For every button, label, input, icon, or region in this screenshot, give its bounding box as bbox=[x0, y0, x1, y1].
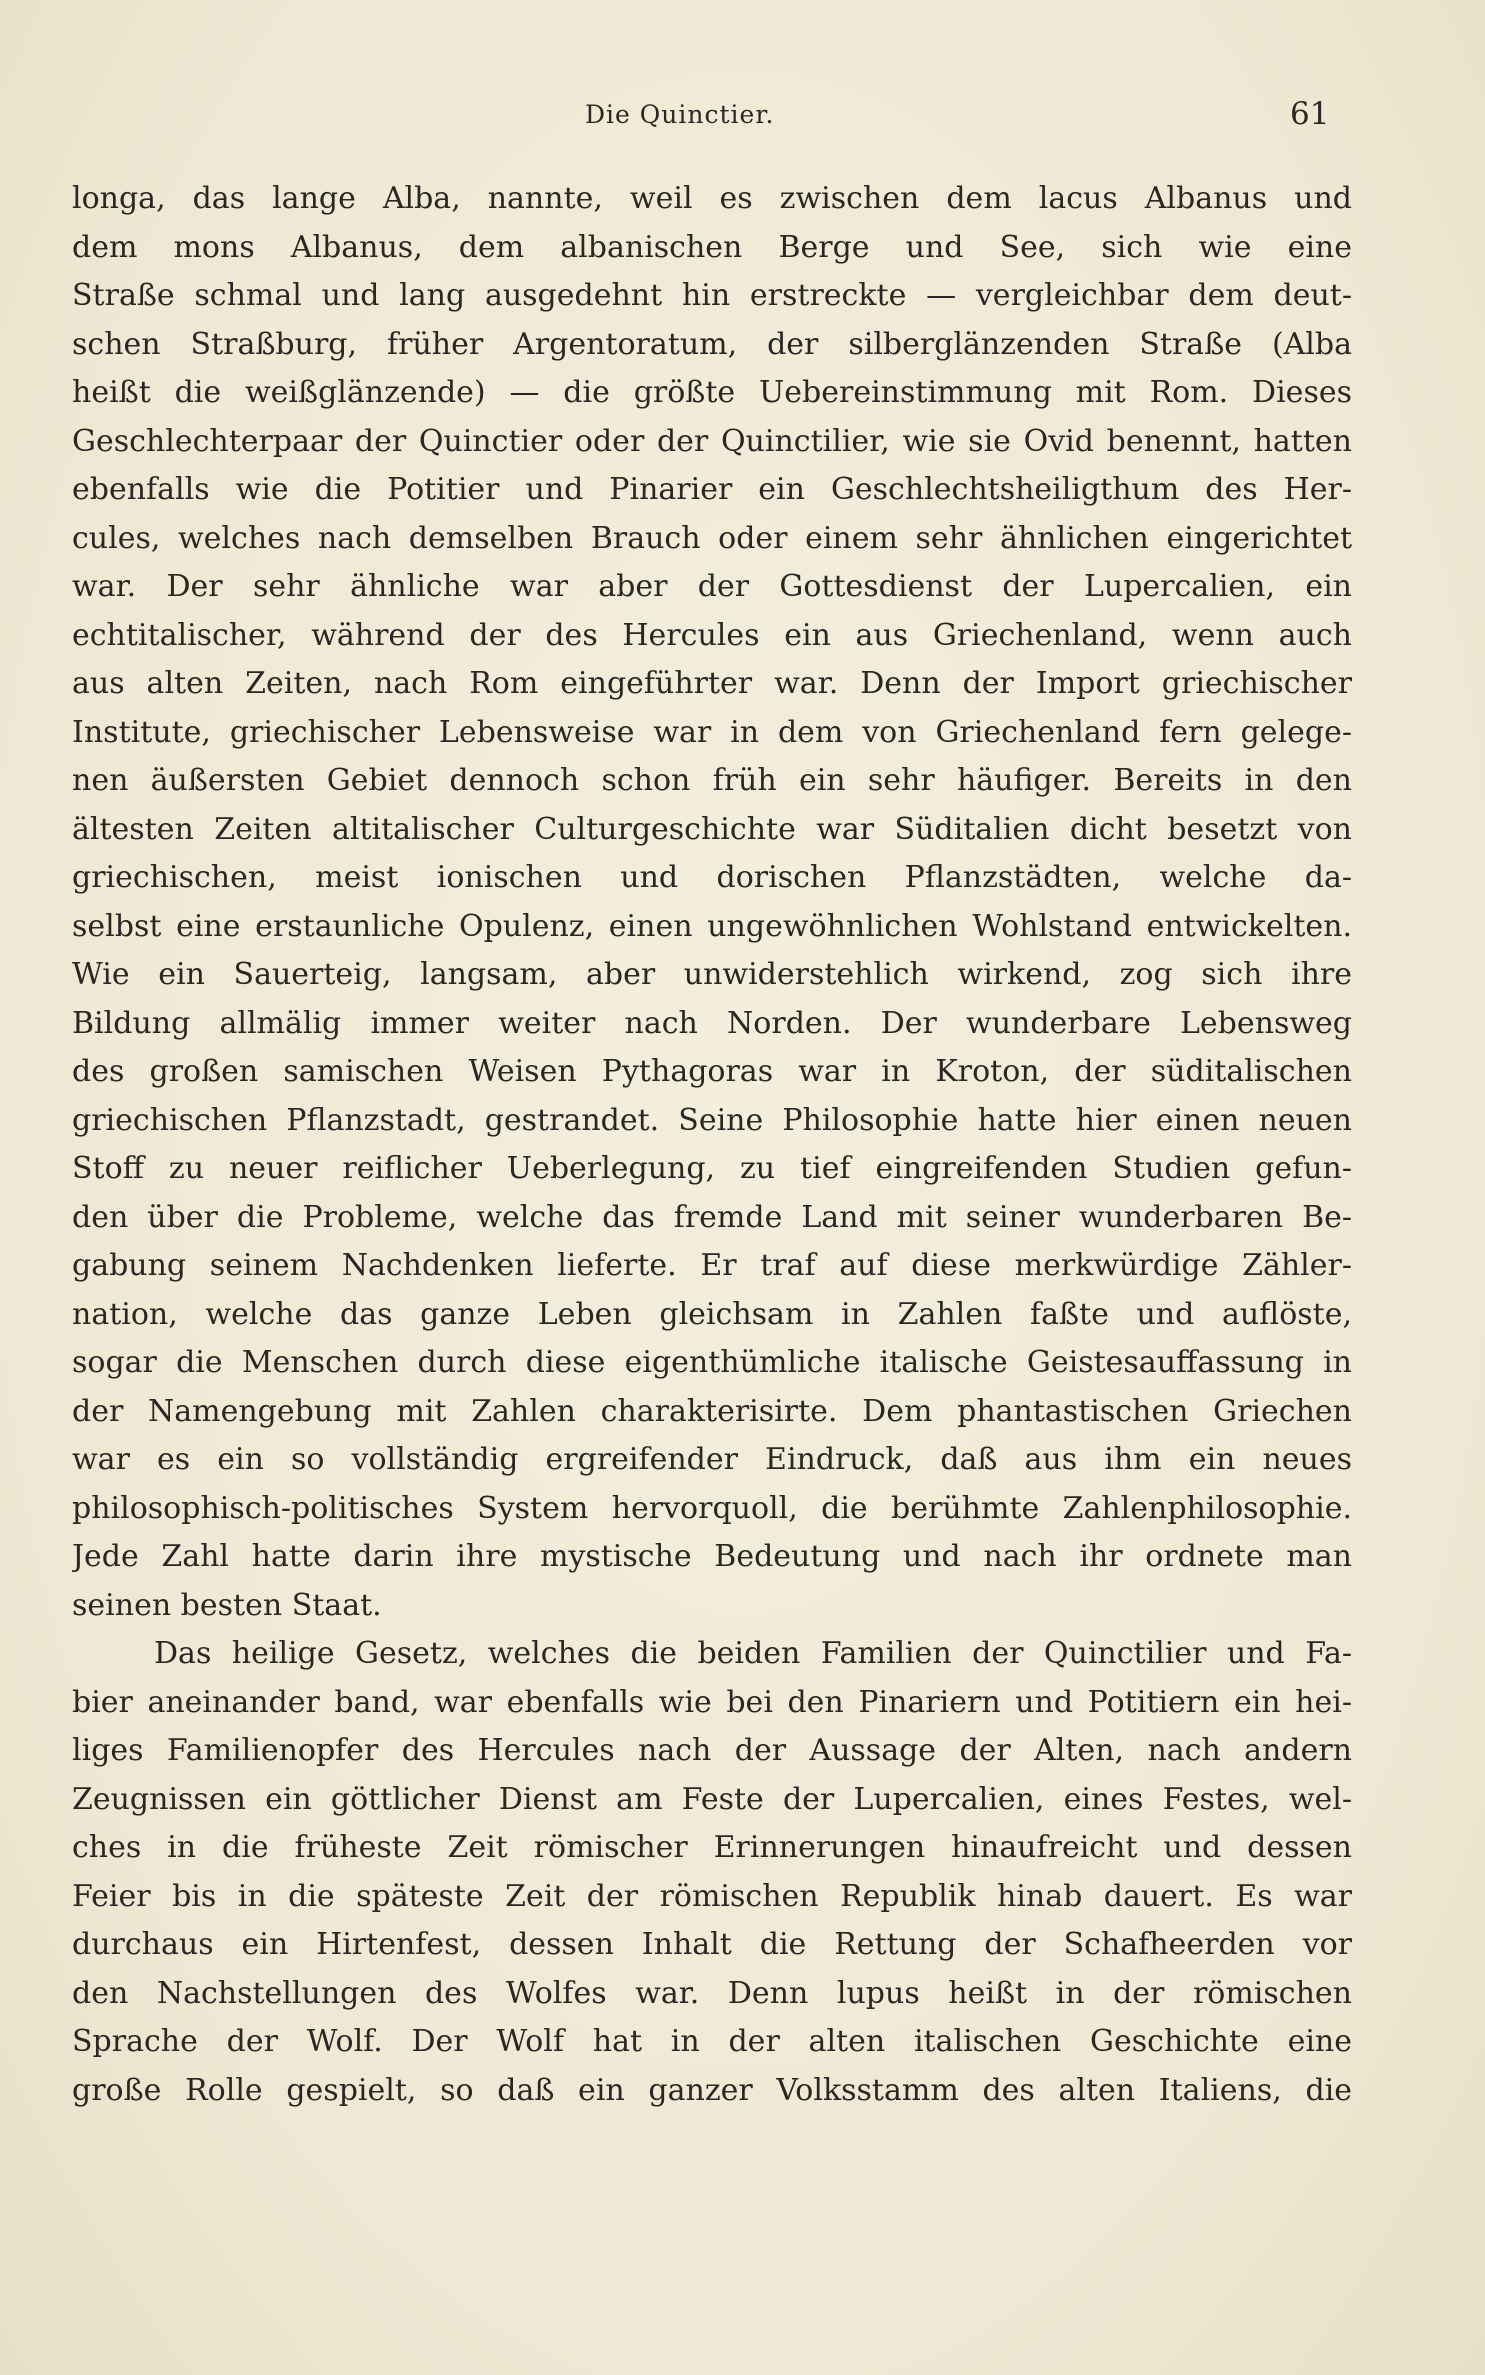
text-line: Stoff zu neuer reiflicher Ueberlegung, zu tief eingreifenden Studien gefun- bbox=[72, 1151, 1352, 1186]
text-line: den über die Probleme, welche das fremde Land mit seiner wunderbaren Be- bbox=[72, 1199, 1352, 1235]
text-line: Feier bis in die späteste Zeit der römischen Republik hinab dauert. Es war bbox=[72, 1878, 1352, 1914]
text-line: dem mons Albanus, dem albanischen Berge und See, sich wie eine bbox=[72, 229, 1352, 265]
text-line: liges Familienopfer des Hercules nach der Aussage der Alten, nach andern bbox=[72, 1733, 1352, 1768]
text-line: des großen samischen Weisen Pythagoras war in Kroton, der süditalischen bbox=[72, 1054, 1352, 1089]
text-line: nation, welche das ganze Leben gleichsam in Zahlen faßte und auflöste, bbox=[72, 1296, 1352, 1332]
text-line: nen äußersten Gebiet dennoch schon früh ein sehr häufiger. Bereits in den bbox=[72, 763, 1352, 798]
text-line: Wie ein Sauerteig, langsam, aber unwiderstehlich wirkend, zog sich ihre bbox=[72, 957, 1352, 992]
paragraph-end-line: seinen besten Staat. bbox=[72, 1587, 382, 1623]
text-line: Geschlechterpaar der Quinctier oder der Quinctilier, wie sie Ovid benennt, hatten bbox=[72, 423, 1352, 459]
text-line: griechischen, meist ionischen und dorischen Pflanzstädten, welche da- bbox=[72, 860, 1352, 895]
text-line: griechischen Pflanzstadt, gestrandet. Seine Philosophie hatte hier einen neuen bbox=[72, 1102, 1352, 1138]
paragraph-start-line: Das heilige Gesetz, welches die beiden Familien der Quinctilier und Fa- bbox=[154, 1636, 1352, 1671]
text-line: gabung seinem Nachdenken lieferte. Er traf auf diese merkwürdige Zähler- bbox=[72, 1248, 1352, 1283]
text-line: heißt die weißglänzende) — die größte Uebereinstimmung mit Rom. Dieses bbox=[72, 375, 1352, 410]
text-line: Sprache der Wolf. Der Wolf hat in der alten italischen Geschichte eine bbox=[72, 2024, 1352, 2059]
running-title: Die Quinctier. bbox=[585, 100, 775, 129]
text-line: Institute, griechischer Lebensweise war in dem von Griechenland fern gelege- bbox=[72, 714, 1352, 750]
page-number: 61 bbox=[1290, 96, 1330, 132]
text-line: war. Der sehr ähnliche war aber der Gottesdienst der Lupercalien, ein bbox=[72, 569, 1352, 604]
text-line: durchaus ein Hirtenfest, dessen Inhalt die Rettung der Schafheerden vor bbox=[72, 1927, 1352, 1962]
text-line: war es ein so vollständig ergreifender Eindruck, daß aus ihm ein neues bbox=[72, 1442, 1352, 1477]
text-line: Straße schmal und lang ausgedehnt hin erstreckte — vergleichbar dem deut- bbox=[72, 278, 1352, 313]
text-line: selbst eine erstaunliche Opulenz, einen ungewöhnlichen Wohlstand entwickelten. bbox=[72, 908, 1352, 944]
text-line: ebenfalls wie die Potitier und Pinarier ein Geschlechtsheiligthum des Her- bbox=[72, 472, 1352, 507]
text-line: philosophisch-politisches System hervorquoll, die berühmte Zahlenphilosophie. bbox=[72, 1490, 1352, 1526]
text-line: bier aneinander band, war ebenfalls wie bei den Pinariern und Potitiern ein hei- bbox=[72, 1684, 1352, 1720]
running-head bbox=[0, 96, 1485, 140]
text-line: den Nachstellungen des Wolfes war. Denn lupus heißt in der römischen bbox=[72, 1975, 1352, 2011]
text-line: große Rolle gespielt, so daß ein ganzer Volksstamm des alten Italiens, die bbox=[72, 2072, 1352, 2108]
text-line: schen Straßburg, früher Argentoratum, der silberglänzenden Straße (Alba bbox=[72, 326, 1352, 362]
text-line: echtitalischer, während der des Hercules ein aus Griechenland, wenn auch bbox=[72, 617, 1352, 653]
text-line: ches in die früheste Zeit römischer Erinnerungen hinaufreicht und dessen bbox=[72, 1830, 1352, 1865]
body-text bbox=[72, 175, 1352, 2115]
text-line: ältesten Zeiten altitalischer Culturgeschichte war Süditalien dicht besetzt von bbox=[72, 811, 1352, 847]
text-line: aus alten Zeiten, nach Rom eingeführter war. Denn der Import griechischer bbox=[72, 666, 1352, 701]
text-line: der Namengebung mit Zahlen charakterisirte. Dem phantastischen Griechen bbox=[72, 1393, 1352, 1429]
text-line: cules, welches nach demselben Brauch oder einem sehr ähnlichen eingerichtet bbox=[72, 520, 1352, 556]
text-line: Bildung allmälig immer weiter nach Norden. Der wunderbare Lebensweg bbox=[72, 1005, 1352, 1041]
text-line: Jede Zahl hatte darin ihre mystische Bedeutung und nach ihr ordnete man bbox=[72, 1539, 1352, 1574]
text-line: longa, das lange Alba, nannte, weil es zwischen dem lacus Albanus und bbox=[72, 181, 1352, 216]
text-line: sogar die Menschen durch diese eigenthümliche italische Geistesauffassung in bbox=[72, 1345, 1352, 1380]
text-line: Zeugnissen ein göttlicher Dienst am Feste der Lupercalien, eines Festes, wel- bbox=[72, 1781, 1352, 1817]
